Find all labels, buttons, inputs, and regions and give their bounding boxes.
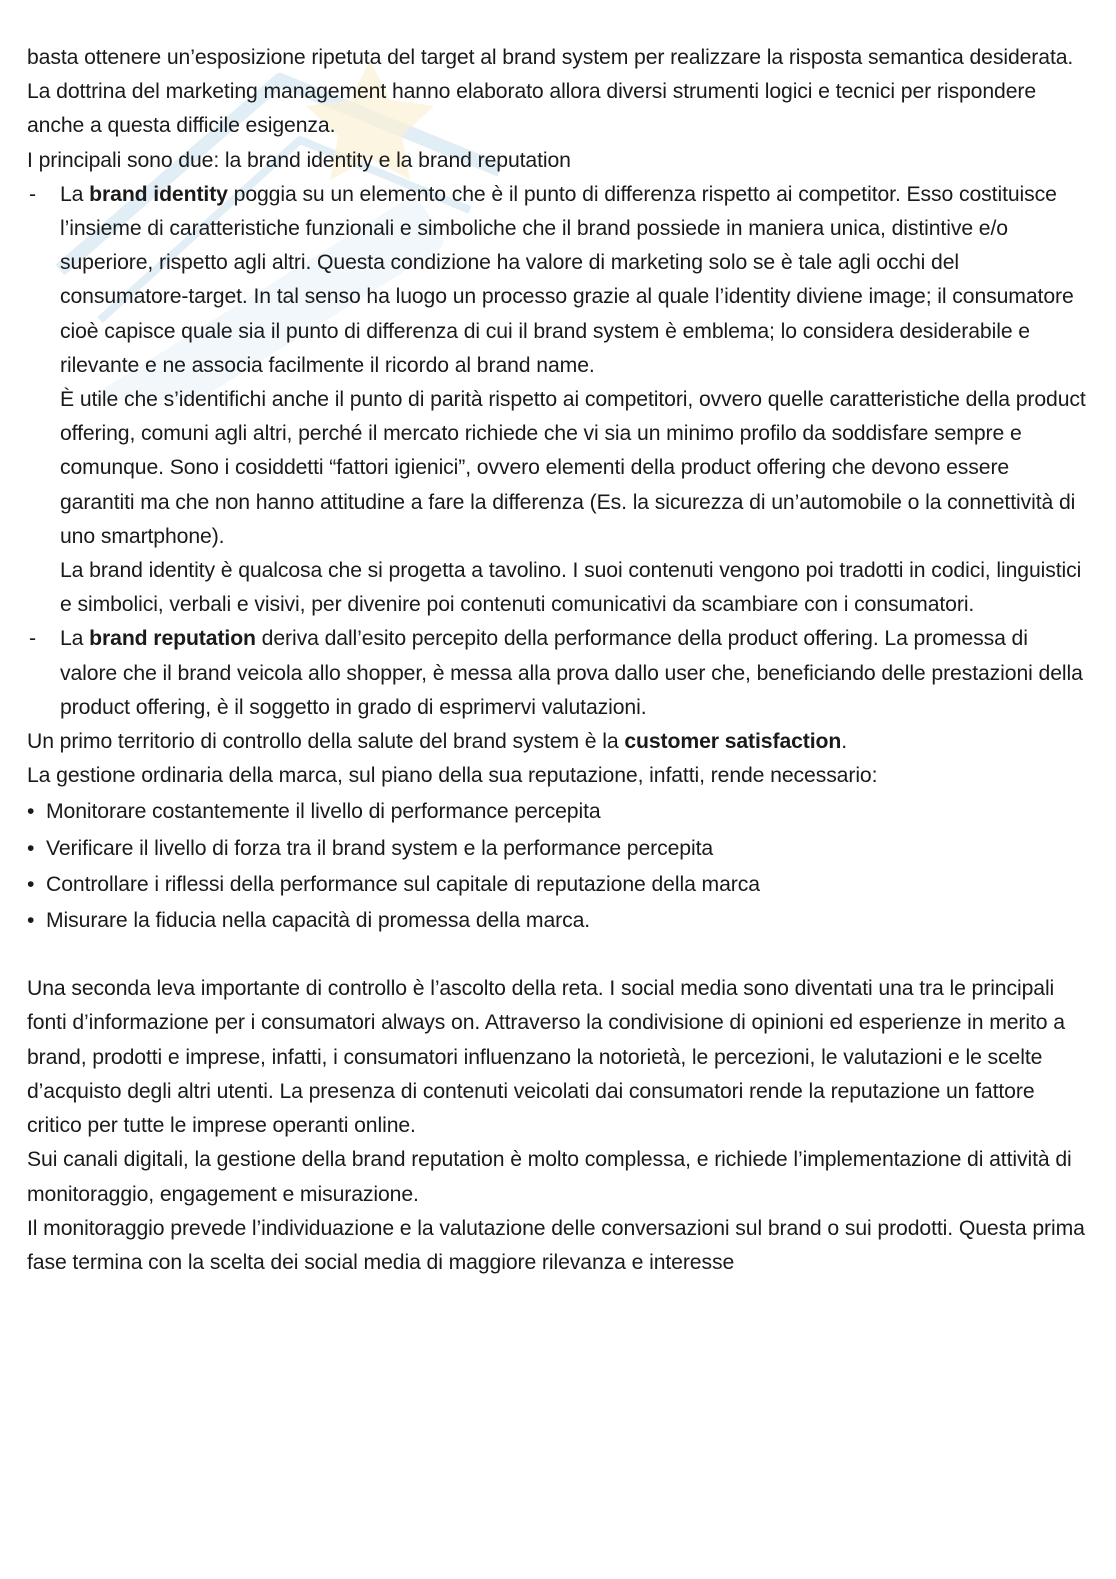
bullet-item: • Monitorare costantemente il livello di performance percepita (27, 795, 1089, 829)
bullet-icon: • (27, 872, 35, 896)
brand-identity-term: brand identity (89, 182, 228, 206)
bullet-icon: • (27, 800, 35, 824)
brand-identity-paragraph: La brand identity poggia su un elemento che è il punto di differenza rispetto ai competitor. Esso costituisce l’insieme di caratteristiche funzionali e simboliche che il brand possiede in maniera unica, distintive e/o superiore, rispetto agli altri. Questa condizione ha valore di marketing solo se è tale agli occhi del consumatore-target. In tal senso ha luogo un processo grazie al quale l’identity diviene image; il consumatore cioè capisce quale sia il punto di differenza di cui il brand system è emblema; lo considera desiderabile e rilevante e ne associa facilmente il ricordo al brand name. (60, 182, 1074, 377)
brand-identity-item (27, 178, 1089, 623)
management-line: La gestione ordinaria della marca, sul piano della sua reputazione, infatti, rende necessario: (27, 764, 878, 788)
dash-marker: - (29, 627, 36, 651)
customer-satisfaction-line: Un primo territorio di controllo della salute del brand system è la customer satisfaction. (27, 730, 848, 754)
paragraph: Una seconda leva importante di controllo è l’ascolto della reta. I social media sono diventati una tra le principali fonti d’informazione per i consumatori always on. Attraverso la condivisione di opinioni ed esperienze in merito a brand, prodotti e imprese, infatti, i consumatori influenzano la notorietà, le percezioni, le valutazioni e le scelte d’acquisto degli altri utenti. La presenza di contenuti veicolati dai consumatori rende la reputazione un fattore critico per tutte le imprese operanti online. (27, 977, 1065, 1138)
bullet-item: • Controllare i riflessi della performance sul capitale di reputazione della marca (27, 868, 1089, 902)
parity-paragraph: È utile che s’identifichi anche il punto di parità rispetto ai competitori, ovvero quelle caratteristiche della product offering, comuni agli altri, perché il mercato richiede che vi sia un minimo profilo da soddisfare sempre e comunque. Sono i cosiddetti “fattori igienici”, ovvero elementi della product offering che devono essere garantiti ma che non hanno attitudine a fare la differenza (Es. la sicurezza di un’automobile o la connettività di uno smartphone). (60, 388, 1086, 548)
paragraph: I principali sono due: la brand identity e la brand reputation (27, 148, 571, 172)
brand-reputation-item (27, 622, 1089, 725)
document-page (27, 41, 1089, 1280)
bullet-icon: • (27, 909, 35, 933)
bullet-icon: • (27, 836, 35, 860)
paragraph: La dottrina del marketing management hanno elaborato allora diversi strumenti logici e tecnici per rispondere anche a questa difficile esigenza. (27, 80, 1037, 138)
paragraph: Sui canali digitali, la gestione della brand reputation è molto complessa, e richiede l’implementazione di attività di monitoraggio, engagement e misurazione. (27, 1148, 1072, 1206)
paragraph: Il monitoraggio prevede l’individuazione e la valutazione delle conversazioni sul brand o sui prodotti. Questa prima fase termina con la scelta dei social media di maggiore rilevanza e interesse (27, 1216, 1085, 1274)
bullet-item: • Misurare la fiducia nella capacità di promessa della marca. (27, 904, 1089, 938)
brand-reputation-paragraph: La brand reputation deriva dall’esito percepito della performance della product offering. La promessa di valore che il brand veicola allo shopper, è messa alla prova dallo user che, beneficiando delle prestazioni della product offering, è il soggetto in grado di esprimervi valutazioni. (60, 627, 1083, 719)
bullet-item: • Verificare il livello di forza tra il brand system e la performance percepita (27, 832, 1089, 866)
paragraph: basta ottenere un’esposizione ripetuta del target al brand system per realizzare la risposta semantica desiderata. (27, 46, 1074, 69)
identity-design-paragraph: La brand identity è qualcosa che si progetta a tavolino. I suoi contenuti vengono poi tradotti in codici, linguistici e simbolici, verbali e visivi, per divenire poi contenuti comunicativi da scambiare con i consumatori. (60, 559, 1082, 617)
customer-satisfaction-term: customer satisfaction (624, 730, 842, 754)
dash-marker: - (29, 182, 36, 206)
brand-reputation-term: brand reputation (89, 627, 256, 651)
spacer (27, 938, 1089, 972)
